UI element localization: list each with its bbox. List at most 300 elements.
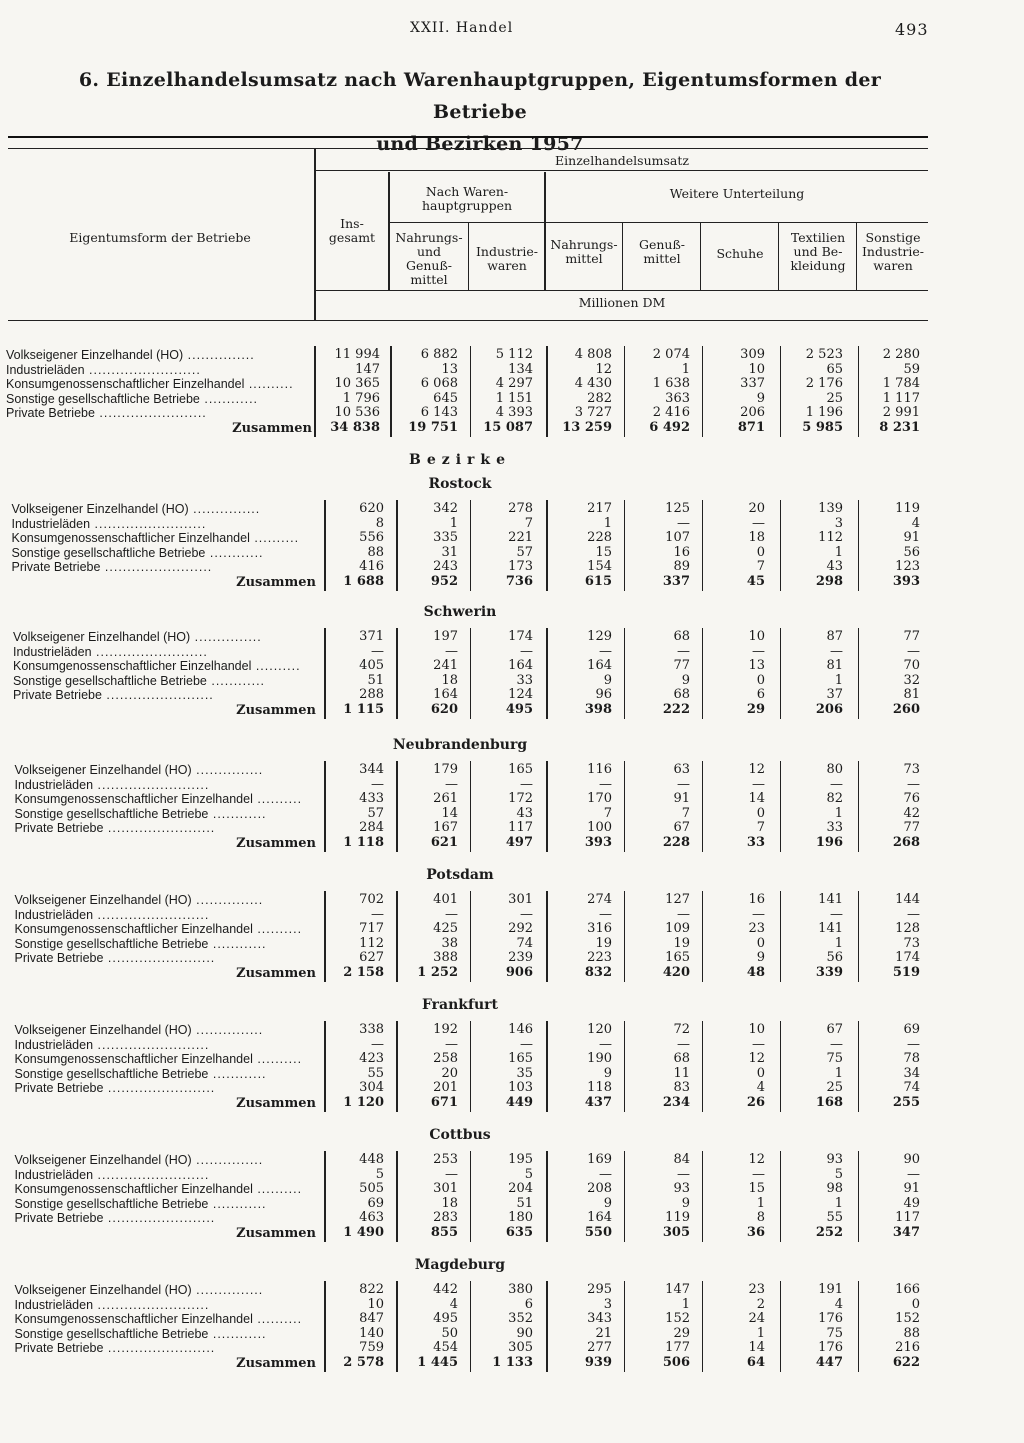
- table-cell: 759: [359, 1340, 384, 1355]
- table-cell: 2 074: [652, 347, 690, 362]
- table-cell: 59: [903, 361, 920, 377]
- table-cell: 344: [359, 762, 384, 777]
- table-cell: 12: [595, 361, 612, 377]
- table-cell: 10 536: [334, 405, 380, 420]
- table-cell: —: [520, 776, 533, 792]
- leader-dots: ...............: [191, 1023, 264, 1037]
- row-label-text: Konsumgenossenschaftlicher Einzelhandel: [14, 1052, 253, 1066]
- table-cell: 1: [834, 544, 843, 560]
- section-heading: Rostock: [428, 476, 492, 492]
- table-cell: 9: [603, 1195, 612, 1211]
- table-cell: 405: [359, 658, 384, 673]
- table-cell: 93: [826, 1152, 843, 1167]
- table-cell: 442: [433, 1282, 458, 1297]
- total-cell: 196: [815, 834, 843, 850]
- table-cell: 190: [587, 1051, 612, 1066]
- table-cell: 5: [834, 1166, 843, 1182]
- table-cell: 208: [587, 1181, 612, 1196]
- table-cell: 423: [359, 1051, 384, 1066]
- header-divider-3: [468, 222, 469, 290]
- table-cell: 304: [359, 1080, 384, 1095]
- section-block: [0, 997, 1024, 1147]
- table-cell: 141: [818, 892, 843, 907]
- table-cell: 109: [665, 921, 690, 936]
- table-cell: 77: [673, 658, 690, 673]
- table-cell: 68: [673, 687, 690, 702]
- row-label: [15, 1023, 315, 1038]
- table-cell: 174: [895, 950, 920, 965]
- table-cell: 288: [359, 687, 384, 702]
- table-cell: 147: [355, 361, 380, 377]
- total-cell: 268: [892, 834, 920, 850]
- leader-dots: ............: [205, 545, 264, 560]
- table-cell: 9: [681, 672, 690, 688]
- table-cell: 7: [756, 820, 765, 835]
- table-cell: 90: [903, 1152, 920, 1167]
- total-cell: 497: [505, 834, 533, 850]
- row-label: [6, 363, 306, 378]
- table-cell: 2 176: [805, 376, 843, 391]
- table-cell: 10: [748, 361, 765, 377]
- row-label: [12, 517, 312, 532]
- row-label-text: Sonstige gesellschaftliche Betriebe: [14, 1326, 209, 1341]
- table-cell: 342: [433, 501, 458, 516]
- leader-dots: ...............: [191, 893, 264, 907]
- row-label-text: Volkseigener Einzelhandel (HO): [14, 893, 192, 907]
- table-cell: 78: [903, 1051, 920, 1066]
- leader-dots: ............: [208, 1066, 267, 1081]
- leader-dots: ............: [208, 1196, 267, 1211]
- row-label-text: Sonstige gesellschaftliche Betriebe: [14, 936, 209, 951]
- table-cell: 63: [673, 762, 690, 777]
- row-label-text: Sonstige gesellschaftliche Betriebe: [14, 806, 209, 821]
- total-cell: 398: [584, 701, 612, 717]
- total-cell: 1 133: [492, 1354, 533, 1370]
- table-cell: 43: [516, 805, 533, 821]
- table-cell: 20: [441, 1065, 458, 1081]
- section-heading: Potsdam: [426, 867, 494, 883]
- table-cell: 206: [740, 405, 765, 420]
- table-cell: —: [677, 1036, 690, 1052]
- total-cell: 26: [746, 1094, 765, 1110]
- table-cell: 125: [665, 501, 690, 516]
- row-label-text: Konsumgenossenschaftlicher Einzelhandel: [14, 922, 253, 936]
- table-cell: 4: [756, 1080, 765, 1095]
- column-header: Nahrungs- mittel: [550, 237, 618, 266]
- row-label: [15, 1081, 315, 1096]
- row-label-header: Eigentumsform der Betriebe: [69, 230, 251, 245]
- row-label: [15, 1312, 315, 1327]
- table-cell: 433: [359, 791, 384, 806]
- row-label-text: Volkseigener Einzelhandel (HO): [6, 348, 184, 362]
- row-label: [15, 792, 315, 807]
- table-cell: —: [371, 776, 384, 792]
- total-cell: 260: [892, 701, 920, 717]
- table-cell: —: [599, 643, 612, 659]
- total-cell: 255: [892, 1094, 920, 1110]
- row-label: [6, 377, 306, 392]
- total-cell: 449: [505, 1094, 533, 1110]
- total-cell: 855: [430, 1224, 458, 1240]
- table-cell: 8: [756, 1210, 765, 1225]
- table-cell: 0: [756, 672, 765, 688]
- leader-dots: ...............: [191, 1153, 264, 1167]
- table-cell: —: [520, 906, 533, 922]
- leader-dots: ........................: [103, 1211, 216, 1225]
- table-cell: 7: [681, 805, 690, 821]
- table-cell: 4: [449, 1296, 458, 1312]
- table-cell: 18: [441, 672, 458, 688]
- row-label: [15, 1341, 315, 1356]
- table-cell: 14: [441, 805, 458, 821]
- section-heading: Cottbus: [429, 1127, 491, 1143]
- table-cell: 495: [433, 1311, 458, 1326]
- table-cell: 6 068: [420, 376, 458, 391]
- table-cell: 139: [818, 501, 843, 516]
- table-cell: 33: [826, 820, 843, 835]
- row-label-text: Sonstige gesellschaftliche Betriebe: [6, 391, 200, 406]
- table-cell: 5: [524, 1166, 533, 1182]
- total-cell: 635: [505, 1224, 533, 1240]
- table-cell: 1: [681, 1296, 690, 1312]
- total-cell: 1 252: [417, 964, 458, 980]
- table-cell: 13: [748, 658, 765, 673]
- table-cell: —: [599, 1036, 612, 1052]
- row-label-text: Industrieläden: [14, 1297, 94, 1312]
- table-cell: 8: [375, 515, 384, 531]
- row-label-text: Private Betriebe: [14, 1341, 104, 1355]
- table-cell: 16: [673, 544, 690, 560]
- table-cell: 1 638: [652, 376, 690, 391]
- table-cell: —: [520, 643, 533, 659]
- total-cell: 832: [584, 964, 612, 980]
- table-cell: 192: [433, 1022, 458, 1037]
- table-cell: 82: [826, 791, 843, 806]
- section-heading: Frankfurt: [421, 997, 499, 1013]
- table-cell: 1: [834, 935, 843, 951]
- table-cell: 2 280: [882, 347, 920, 362]
- table-cell: 7: [603, 805, 612, 821]
- table-cell: 258: [433, 1051, 458, 1066]
- table-cell: 164: [587, 658, 612, 673]
- total-cell: 671: [430, 1094, 458, 1110]
- table-cell: —: [907, 776, 920, 792]
- row-label: [15, 951, 315, 966]
- table-cell: 10: [748, 1022, 765, 1037]
- table-cell: 77: [903, 629, 920, 644]
- table-cell: 167: [433, 820, 458, 835]
- header-einzelhandelsumsatz: Einzelhandelsumsatz: [555, 153, 689, 168]
- table-cell: 179: [433, 762, 458, 777]
- table-cell: 18: [748, 530, 765, 545]
- row-label-text: Sonstige gesellschaftliche Betriebe: [11, 545, 206, 560]
- table-cell: —: [752, 1166, 765, 1182]
- leader-dots: ..........: [251, 659, 301, 673]
- table-cell: 620: [359, 501, 384, 516]
- total-label: Zusammen: [236, 1355, 316, 1371]
- table-cell: 154: [587, 559, 612, 574]
- table-cell: 388: [433, 950, 458, 965]
- column-header: Industrie- waren: [475, 244, 539, 273]
- table-cell: 305: [508, 1340, 533, 1355]
- table-cell: 463: [359, 1210, 384, 1225]
- leader-dots: .........................: [93, 1037, 210, 1052]
- total-cell: 339: [815, 964, 843, 980]
- table-cell: —: [445, 776, 458, 792]
- table-cell: 416: [359, 559, 384, 574]
- table-cell: —: [599, 776, 612, 792]
- total-cell: 906: [505, 964, 533, 980]
- leader-dots: .........................: [90, 516, 207, 531]
- table-cell: 11 994: [334, 347, 380, 362]
- table-cell: 83: [673, 1080, 690, 1095]
- row-label: [15, 1211, 315, 1226]
- total-cell: 305: [662, 1224, 690, 1240]
- table-cell: 14: [748, 1340, 765, 1355]
- row-label: [15, 1153, 315, 1168]
- table-cell: 152: [665, 1311, 690, 1326]
- table-cell: 295: [587, 1282, 612, 1297]
- table-cell: 283: [433, 1210, 458, 1225]
- total-cell: 234: [662, 1094, 690, 1110]
- table-cell: 337: [740, 376, 765, 391]
- total-cell: 347: [892, 1224, 920, 1240]
- header-rule-3: [316, 290, 928, 291]
- row-label: [6, 348, 306, 363]
- table-cell: 57: [516, 544, 533, 560]
- table-cell: 9: [603, 672, 612, 688]
- row-label-text: Private Betriebe: [14, 1211, 104, 1225]
- leader-dots: ...............: [190, 630, 262, 644]
- table-cell: 4 808: [574, 347, 612, 362]
- table-cell: 129: [587, 629, 612, 644]
- table-cell: 90: [516, 1325, 533, 1341]
- row-label: [12, 531, 312, 546]
- table-title: [40, 64, 920, 160]
- table-cell: 12: [748, 762, 765, 777]
- table-cell: —: [677, 906, 690, 922]
- leader-dots: ........................: [103, 821, 216, 835]
- header-rule-1: [316, 170, 928, 171]
- row-label: [13, 674, 313, 689]
- header-bottom-rule: [8, 320, 928, 321]
- total-cell: 736: [505, 573, 533, 589]
- row-label-text: Private Betriebe: [6, 406, 95, 420]
- table-cell: 89: [673, 559, 690, 574]
- table-cell: 2: [756, 1296, 765, 1312]
- total-cell: 1 115: [343, 701, 384, 717]
- row-label-text: Volkseigener Einzelhandel (HO): [14, 763, 192, 777]
- row-label-text: Volkseigener Einzelhandel (HO): [14, 1153, 192, 1167]
- table-cell: 204: [508, 1181, 533, 1196]
- table-cell: —: [445, 906, 458, 922]
- table-cell: —: [677, 1166, 690, 1182]
- table-cell: 180: [508, 1210, 533, 1225]
- table-cell: 16: [748, 892, 765, 907]
- table-cell: 165: [508, 762, 533, 777]
- table-cell: 282: [587, 390, 612, 406]
- table-cell: 77: [903, 820, 920, 835]
- table-cell: 112: [359, 935, 384, 951]
- table-cell: —: [371, 643, 384, 659]
- table-cell: 81: [826, 658, 843, 673]
- total-cell: 13 259: [562, 419, 612, 435]
- table-cell: 1: [756, 1325, 765, 1341]
- row-label-text: Industrieläden: [14, 1167, 94, 1182]
- row-label: [6, 406, 306, 421]
- table-cell: 18: [441, 1195, 458, 1211]
- table-cell: 309: [740, 347, 765, 362]
- row-label: [15, 763, 315, 778]
- section-block: [0, 1127, 1024, 1277]
- table-cell: 117: [895, 1210, 920, 1225]
- row-label-text: Konsumgenossenschaftlicher Einzelhandel: [13, 659, 252, 673]
- table-top-rule-2: [8, 148, 928, 149]
- table-cell: 702: [359, 892, 384, 907]
- total-cell: 495: [505, 701, 533, 717]
- table-cell: 2 991: [882, 405, 920, 420]
- table-cell: 301: [433, 1181, 458, 1196]
- total-cell: 45: [746, 573, 765, 589]
- row-label-text: Sonstige gesellschaftliche Betriebe: [13, 673, 207, 688]
- total-cell: 420: [662, 964, 690, 980]
- total-cell: 6 492: [649, 419, 690, 435]
- table-cell: 1: [834, 1195, 843, 1211]
- table-cell: —: [830, 643, 843, 659]
- table-cell: 505: [359, 1181, 384, 1196]
- row-label: [12, 502, 312, 517]
- table-cell: 74: [903, 1080, 920, 1095]
- row-label: [15, 1052, 315, 1067]
- row-label-text: Industrieläden: [6, 362, 85, 377]
- leader-dots: ........................: [94, 406, 207, 420]
- total-cell: 1 118: [343, 834, 384, 850]
- table-cell: 6: [756, 687, 765, 702]
- table-cell: 197: [433, 629, 458, 644]
- table-cell: 124: [508, 687, 533, 702]
- table-cell: 128: [895, 921, 920, 936]
- total-cell: 15 087: [483, 419, 533, 435]
- table-cell: 68: [673, 1051, 690, 1066]
- table-cell: —: [599, 1166, 612, 1182]
- table-cell: 146: [508, 1022, 533, 1037]
- total-cell: 615: [584, 573, 612, 589]
- header-rule-2: [390, 222, 928, 223]
- table-cell: 103: [508, 1080, 533, 1095]
- table-cell: 217: [587, 501, 612, 516]
- row-label: [15, 1283, 315, 1298]
- column-header: Sonstige Industrie- waren: [861, 230, 925, 273]
- section-block: [0, 737, 1024, 887]
- table-cell: 363: [665, 390, 690, 406]
- table-cell: —: [752, 1036, 765, 1052]
- table-cell: 13: [441, 361, 458, 377]
- header-divider-7: [778, 222, 779, 290]
- total-cell: 298: [815, 573, 843, 589]
- table-cell: 228: [587, 530, 612, 545]
- table-cell: 20: [748, 501, 765, 516]
- leader-dots: ..........: [252, 792, 303, 806]
- table-cell: 84: [673, 1152, 690, 1167]
- table-cell: 166: [895, 1282, 920, 1297]
- column-header: Schuhe: [716, 246, 764, 261]
- table-cell: 107: [665, 530, 690, 545]
- table-cell: 4 430: [574, 376, 612, 391]
- table-cell: —: [907, 906, 920, 922]
- table-cell: 24: [748, 1311, 765, 1326]
- table-cell: 91: [903, 1181, 920, 1196]
- total-cell: 437: [584, 1094, 612, 1110]
- row-label: [12, 560, 312, 575]
- table-cell: 292: [508, 921, 533, 936]
- row-label: [15, 821, 315, 836]
- leader-dots: ............: [199, 391, 259, 406]
- table-title-line1: 6. Einzelhandelsumsatz nach Warenhauptgruppen, Eigentumsformen der Betriebe: [78, 69, 882, 123]
- table-cell: —: [371, 906, 384, 922]
- table-cell: 73: [903, 935, 920, 951]
- table-cell: 73: [903, 762, 920, 777]
- column-header: Nahrungs- und Genuß- mittel: [395, 230, 463, 287]
- table-cell: 19: [595, 935, 612, 951]
- table-cell: 1: [603, 515, 612, 531]
- table-cell: 69: [367, 1195, 384, 1211]
- leader-dots: .........................: [84, 362, 201, 377]
- table-cell: 144: [895, 892, 920, 907]
- table-cell: 3: [603, 1296, 612, 1312]
- table-cell: 0: [756, 805, 765, 821]
- table-cell: 278: [508, 501, 533, 516]
- header-divider-8: [856, 222, 857, 290]
- table-cell: 627: [359, 950, 384, 965]
- table-cell: 0: [756, 1065, 765, 1081]
- row-label: [15, 1182, 315, 1197]
- chapter-title: XXII. Handel: [410, 20, 514, 36]
- row-label-text: Private Betriebe: [14, 1081, 104, 1095]
- table-cell: 9: [603, 1065, 612, 1081]
- table-cell: 241: [433, 658, 458, 673]
- leader-dots: ...............: [188, 502, 261, 516]
- table-cell: 127: [665, 892, 690, 907]
- total-cell: 1 688: [343, 573, 384, 589]
- leader-dots: ..........: [244, 377, 294, 391]
- total-cell: 519: [892, 964, 920, 980]
- table-cell: —: [445, 1036, 458, 1052]
- table-cell: 1 196: [805, 405, 843, 420]
- table-cell: 243: [433, 559, 458, 574]
- table-cell: 21: [595, 1325, 612, 1341]
- row-label-text: Private Betriebe: [14, 951, 104, 965]
- table-cell: 118: [587, 1080, 612, 1095]
- table-cell: 352: [508, 1311, 533, 1326]
- table-cell: 14: [748, 791, 765, 806]
- table-cell: 343: [587, 1311, 612, 1326]
- total-cell: 206: [815, 701, 843, 717]
- table-cell: 4 393: [495, 405, 533, 420]
- row-label-text: Volkseigener Einzelhandel (HO): [11, 502, 189, 516]
- table-cell: 216: [895, 1340, 920, 1355]
- table-cell: 239: [508, 950, 533, 965]
- row-label-text: Industrieläden: [14, 777, 94, 792]
- leader-dots: ..........: [252, 922, 303, 936]
- table-cell: —: [830, 1036, 843, 1052]
- table-cell: 88: [367, 544, 384, 560]
- table-cell: 448: [359, 1152, 384, 1167]
- row-label-text: Private Betriebe: [13, 688, 102, 702]
- table-cell: 1: [834, 1065, 843, 1081]
- bezirke-heading: Bezirke: [409, 452, 511, 468]
- table-cell: 69: [903, 1022, 920, 1037]
- table-cell: 76: [903, 791, 920, 806]
